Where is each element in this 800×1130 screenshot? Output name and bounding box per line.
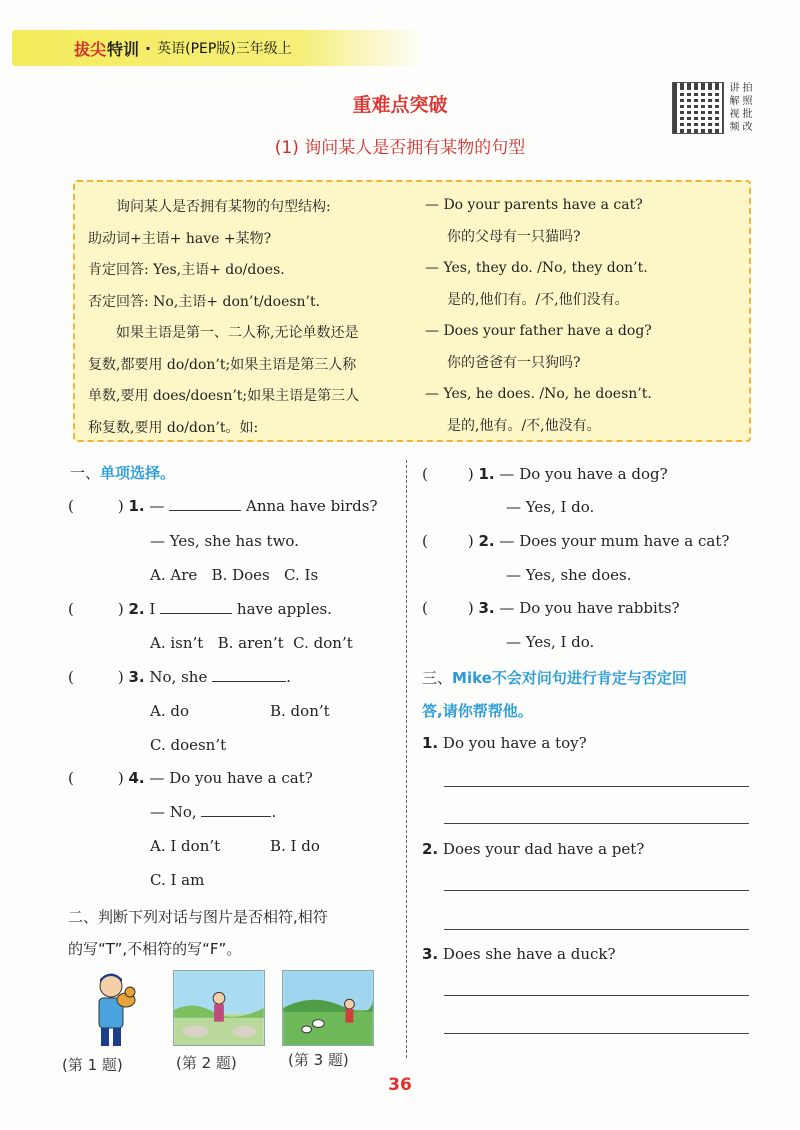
question-options: A. Are B. Does C. Is [150, 566, 319, 584]
qr-code-icon[interactable] [672, 82, 724, 134]
question-text: No, she [149, 668, 208, 686]
question-number: 3. [128, 668, 145, 686]
question-text: — No, [150, 803, 197, 821]
question-text: — [149, 497, 165, 515]
paren: ( [68, 668, 74, 686]
question-text: Anna have birds? [245, 497, 378, 515]
question-2 [68, 600, 332, 618]
paren: ) [117, 668, 124, 686]
rule-line: 助动词+主语+ have +某物? [88, 230, 272, 247]
rule-line: 否定回答: No,主语+ don’t/doesn’t. [88, 293, 321, 310]
example-line: — Do your parents have a cat? [425, 197, 643, 213]
qr-char: 改 [742, 122, 753, 133]
fill-blank[interactable] [212, 668, 286, 682]
paren: ) [467, 599, 474, 617]
question-4 [68, 769, 313, 787]
paren: ) [467, 465, 474, 483]
picture-caption-3: (第 3 题) [288, 1051, 349, 1069]
example-line: 你的父母有一只猫吗? [447, 228, 581, 245]
paren: ( [68, 600, 74, 618]
qr-char: 拍 [742, 83, 753, 94]
option-c: C. doesn’t [150, 736, 227, 754]
question-number: 3. [422, 945, 439, 963]
rule-line: 称复数,要用 do/don’t。如: [88, 419, 259, 436]
example-line: 是的,他们有。/不,他们没有。 [447, 291, 629, 308]
paren: ( [422, 465, 428, 483]
tf-question-2 [422, 532, 729, 550]
paren: ( [422, 532, 428, 550]
question-text: — Do you have a dog? [499, 465, 668, 483]
question-answer-line: — Yes, I do. [506, 633, 595, 651]
fill-blank[interactable] [169, 497, 241, 511]
brand-name: 拔尖 [74, 39, 107, 59]
example-line: 你的爸爸有一只狗吗? [447, 354, 581, 371]
question-1 [68, 497, 377, 515]
section-num: 三、 [422, 669, 453, 687]
question-text: — Does your mum have a cat? [499, 532, 730, 550]
section-title: 不会对问句进行肯定与否定回 [491, 669, 687, 687]
section-name: Mike [452, 669, 492, 687]
rule-line: 如果主语是第一、二人称,无论单数还是 [116, 325, 359, 341]
header-dot: · [145, 38, 152, 58]
picture-boy-with-dog [80, 970, 142, 1048]
question-answer-line: — Yes, she has two. [150, 532, 299, 550]
header-subtitle: 英语(PEP版)三年级上 [157, 41, 292, 57]
question-text: — Do you have rabbits? [499, 599, 680, 617]
rule-line: 复数,都要用 do/don’t;如果主语是第三人称 [88, 356, 357, 373]
section-3-heading-cont [422, 700, 533, 721]
option-a: A. do [150, 702, 190, 720]
tf-question-1 [422, 465, 668, 483]
question-number: 1. [422, 734, 439, 752]
answer-line[interactable] [444, 823, 749, 824]
question-text: — Do you have a cat? [149, 769, 313, 787]
answer-line[interactable] [444, 786, 749, 787]
option-a: A. I don’t [150, 837, 221, 855]
section-2-heading: 二、判断下列对话与图片是否相符,相符 [68, 908, 328, 926]
question-number: 1. [128, 497, 145, 515]
option-b: B. don’t [270, 702, 330, 720]
fill-blank[interactable] [160, 600, 232, 614]
question-number: 3. [478, 599, 495, 617]
rule-examples [425, 190, 745, 442]
grammar-rule-box [73, 180, 751, 442]
paren: ( [422, 599, 428, 617]
rule-explanation [88, 192, 408, 444]
question-number: 1. [478, 465, 495, 483]
picture-children-with-rabbits [282, 970, 374, 1046]
page-number: 36 [388, 1075, 412, 1095]
paren: ) [117, 600, 124, 618]
question-text: Does your dad have a pet? [442, 840, 645, 858]
rule-line: 肯定回答: Yes,主语+ do/does. [88, 262, 285, 278]
section-3-heading [422, 667, 687, 688]
section-1-heading [70, 462, 175, 483]
question-text: Do you have a toy? [442, 734, 587, 752]
question-number: 2. [422, 840, 439, 858]
column-divider [406, 460, 407, 1058]
section-2-heading-cont: 的写“T”,不相符的写“F”。 [68, 940, 242, 958]
paren: ) [117, 497, 124, 515]
option-c: C. I am [150, 871, 205, 889]
example-line: — Yes, he does. /No, he doesn’t. [425, 386, 652, 402]
write-question-3 [422, 945, 616, 963]
rule-line: 询问某人是否拥有某物的句型结构: [116, 199, 331, 215]
qr-char: 视 [729, 109, 740, 120]
question-number: 2. [128, 600, 145, 618]
question-4-answer [150, 803, 276, 821]
answer-line[interactable] [444, 995, 749, 996]
write-question-2 [422, 840, 644, 858]
answer-line[interactable] [444, 929, 749, 930]
page-subtitle: (1) 询问某人是否拥有某物的句型 [274, 138, 526, 158]
page-title: 重难点突破 [352, 94, 448, 116]
qr-char: 批 [742, 109, 753, 120]
question-answer-line: — Yes, she does. [506, 566, 632, 584]
qr-char: 讲 [729, 83, 740, 94]
qr-char: 照 [742, 96, 753, 107]
question-text: . [286, 668, 291, 686]
picture-caption-2: (第 2 题) [176, 1054, 237, 1072]
qr-char: 频 [729, 122, 740, 133]
paren: ) [117, 769, 124, 787]
qr-char: 解 [729, 96, 740, 107]
question-answer-line: — Yes, I do. [506, 498, 595, 516]
section-title: 答,请你帮帮他。 [422, 702, 533, 720]
header-bar [12, 30, 422, 66]
section-num: 一、 [70, 464, 101, 482]
picture-caption-1: (第 1 题) [62, 1056, 123, 1074]
question-number: 4. [128, 769, 145, 787]
write-question-1 [422, 734, 587, 752]
picture-girl-in-park [173, 970, 265, 1046]
brand-name-2: 特训 [107, 39, 140, 59]
example-line: — Does your father have a dog? [425, 323, 652, 339]
question-text: have apples. [236, 600, 332, 618]
paren: ( [68, 497, 74, 515]
question-number: 2. [478, 532, 495, 550]
example-line: 是的,他有。/不,他没有。 [447, 417, 601, 434]
question-3 [68, 668, 291, 686]
paren: ) [467, 532, 474, 550]
question-text: I [149, 600, 156, 618]
question-text: Does she have a duck? [442, 945, 616, 963]
answer-line[interactable] [444, 1033, 749, 1034]
answer-line[interactable] [444, 890, 749, 891]
paren: ( [68, 769, 74, 787]
qr-caption [728, 82, 754, 134]
section-title: 单项选择。 [100, 464, 176, 482]
example-line: — Yes, they do. /No, they don’t. [425, 260, 648, 276]
rule-line: 单数,要用 does/doesn’t;如果主语是第三人 [88, 388, 360, 404]
option-b: B. I do [270, 837, 320, 855]
tf-question-3 [422, 599, 680, 617]
question-text: . [271, 803, 277, 821]
fill-blank[interactable] [201, 803, 271, 817]
question-options: A. isn’t B. aren’t C. don’t [150, 634, 353, 652]
